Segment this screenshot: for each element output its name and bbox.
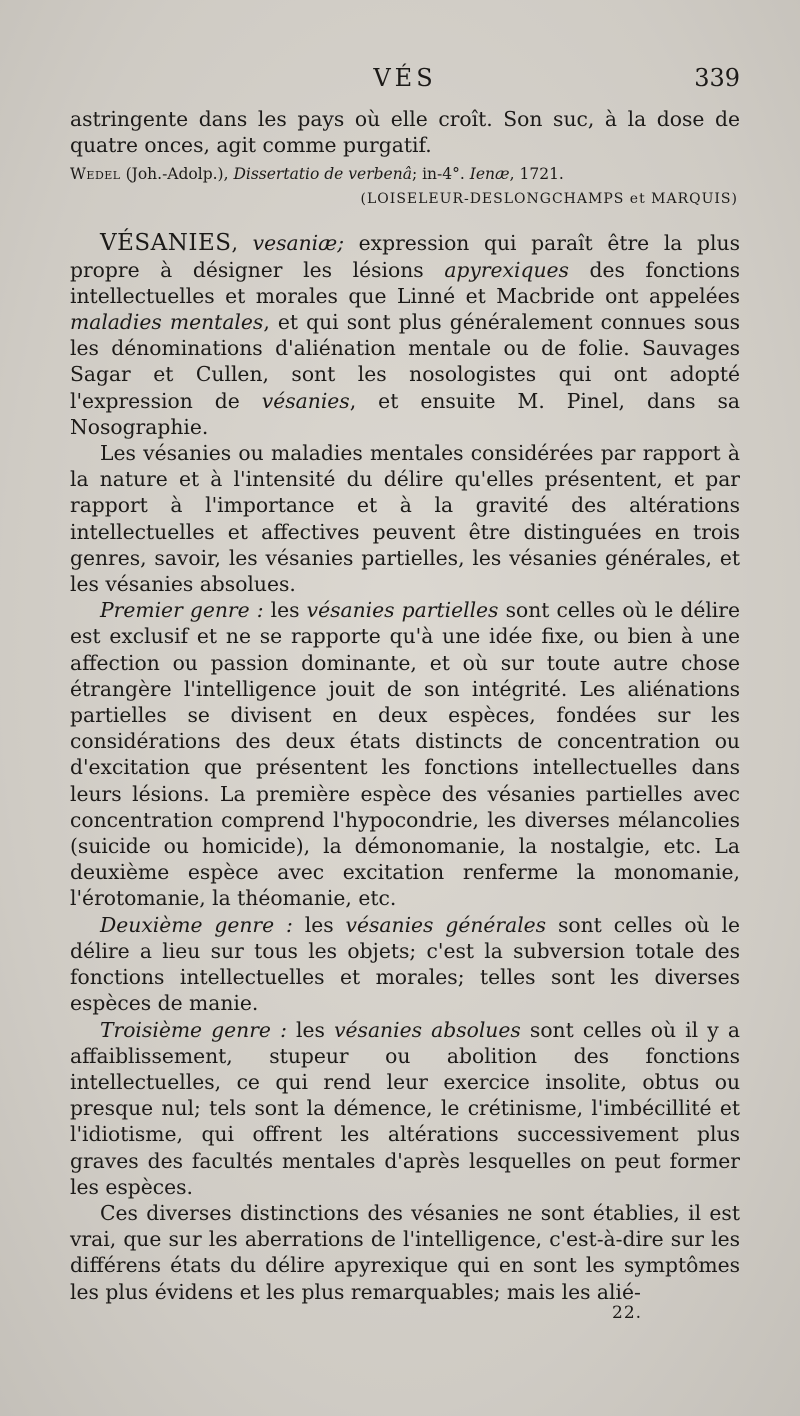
- entry-text: des fonctions intellectuelles et morales que Linné et Macbride ont appelées: [70, 257, 740, 308]
- entry-text: , et qui sont plus généralement connues sous les dénominations d'aliénation mentale ou de folie. Sauvages Sagar et Cullen, sont les nosologistes qui ont adopté l'expression de: [70, 310, 740, 413]
- page-number: 339: [694, 64, 740, 92]
- entry-italic-term: vésanies: [261, 388, 350, 413]
- entry-text: sont celles où le délire a lieu sur tous les objets; c'est la subversion totale des fonctions intellectuelles et morales; telles sont les diverses espèces de manie.: [70, 912, 740, 1016]
- continued-paragraph: astringente dans les pays où elle croît. Son suc, à la dose de quatre onces, agit comme purgatif.: [70, 107, 740, 158]
- entry-paragraph-1: VÉSANIES, vesaniæ; expression qui paraît être la plus propre à désigner les lésions apyrexiques des fonctions intellectuelles et morales que Linné et Macbride ont appelées maladies mentales, et qui sont plus généralement connues sous les dénominations d'aliénation mentale ou de folie. Sauvages Sagar et Cullen, sont les nosologistes qui ont adopté l'expression de vésanies, et ensuite M. Pinel, dans sa Nosographie.: [70, 230, 741, 439]
- entry-text: expression qui paraît être la plus propre à désigner les lésions: [70, 231, 740, 282]
- genre-label: Troisième genre :: [100, 1017, 287, 1042]
- genre-term: vésanies absolues: [334, 1017, 521, 1042]
- bib-author-given: (Joh.-Adolp.),: [125, 165, 229, 184]
- dictionary-entry: [70, 230, 740, 1304]
- genre-term: vésanies partielles: [306, 598, 499, 623]
- entry-paragraph-5: [70, 1017, 740, 1200]
- running-head-title: VÉS: [373, 64, 437, 92]
- running-head: [70, 62, 740, 106]
- entry-paragraph-6: Ces diverses distinctions des vésanies ne sont établies, il est vrai, que sur les aberrations de l'intelligence, c'est-à-dire sur les différens états du délire apyrexique qui en sont les symptômes les plus évidens et les plus remarquables; mais les alié-: [70, 1200, 740, 1304]
- entry-text: sont celles où le délire est exclusif et ne se rapporte qu'à une idée fixe, ou bien à une affection ou passion dominante, et où sur toute autre chose étrangère l'intelligence jouit de son intégrité. Les aliénations partielles se divisent en deux espèces, fondées sur les considérations des deux états distincts de concentration ou d'excitation que présentent les fonctions intellectuelles dans leurs lésions. La première espèce des vésanies partielles avec concentration comprend l'hypocondrie, les diverses mélancolies (suicide ou homicide), la démonomanie, la nostalgie, etc. La deuxième espèce avec excitation renferme la monomanie, l'érotomanie, la théomanie, etc.: [70, 598, 740, 911]
- entry-paragraph-3: [70, 597, 740, 911]
- entry-italic-term: apyrexiques: [444, 257, 569, 282]
- entry-latin: vesaniæ;: [252, 231, 345, 256]
- genre-label: Deuxième genre :: [100, 912, 293, 937]
- entry-text: les: [286, 1017, 335, 1042]
- article-signature: (LOISELEUR-DESLONGCHAMPS et MARQUIS): [360, 191, 738, 208]
- bibliography-reference: [70, 162, 740, 186]
- bib-format: ; in-4°.: [411, 165, 465, 184]
- entry-italic-term: maladies mentales: [70, 310, 264, 335]
- entry-paragraph-4: [70, 912, 740, 1017]
- bib-place: Ienæ: [469, 165, 510, 184]
- entry-text: les: [292, 912, 346, 937]
- bib-work-title: Dissertatio de verbenâ: [233, 165, 412, 184]
- entry-text: les: [263, 598, 307, 623]
- entry-text: , et ensuite M. Pinel, dans sa Nosographie.: [70, 388, 741, 439]
- bib-year: , 1721.: [509, 165, 564, 184]
- entry-text: sont celles où il y a affaiblissement, stupeur ou abolition des fonctions intellectuelles, ce qui rend leur exercice insolite, obtus ou presque nul; tels sont la démence, le crétinisme, l'imbécillité et l'idiotisme, qui offrent les altérations successivement plus graves des facultés mentales d'après lesquelles on peut former les espèces.: [70, 1017, 740, 1199]
- signature-mark: 22.: [612, 1303, 643, 1323]
- genre-label: Premier genre :: [100, 598, 264, 623]
- entry-paragraph-2: Les vésanies ou maladies mentales considérées par rapport à la nature et à l'intensité du délire qu'elles présentent, et par rapport à l'importance et à la gravité des altérations intellectuelles et affectives peuvent être distinguées en trois genres, savoir, les vésanies partielles, les vésanies générales, et les vésanies absolues.: [70, 441, 740, 597]
- bib-author: Wedel: [70, 165, 121, 184]
- entry-headword: VÉSANIES: [100, 230, 232, 257]
- genre-term: vésanies générales: [345, 912, 547, 937]
